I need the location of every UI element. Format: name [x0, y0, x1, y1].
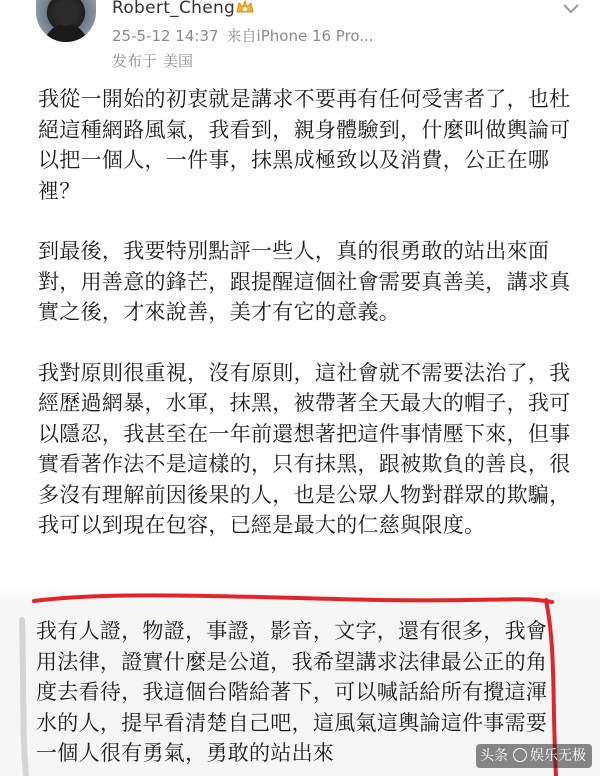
post-source: 来自iPhone 16 Pro... — [226, 27, 374, 45]
watermark-account: 娱乐无极 — [530, 748, 586, 764]
post-paragraph: 到最後，我要特別點評一些人，真的很勇敢的站出來面對，用善意的鋒芒，跟提醒這個社會需要真善美，講求真實之後，才來說善，美才有它的意義。 — [38, 239, 571, 324]
location-prefix: 发布于 — [112, 52, 158, 70]
post-paragraph: 我從一開始的初衷就是講求不要再有任何受害者了，也杜絕這種網路風氣，我看到，親身體驗到，什麼叫做輿論可以把一個人，一件事，抹黑成極致以及消費，公正在哪裡？ — [38, 87, 571, 203]
post-location — [112, 50, 193, 71]
watermark-platform: 头条 — [480, 748, 508, 764]
post-header — [0, 0, 600, 78]
at-icon — [513, 748, 527, 762]
location-value: 美国 — [163, 52, 194, 70]
username[interactable]: Robert_Cheng — [112, 0, 236, 18]
post-meta — [112, 25, 374, 46]
highlighted-paragraph: 我有人證，物證，事證，影音，文字，還有很多，我會用法律，證實什麼是公道，我希望講求法律最公正的角度去看待，我這個台階給著下，可以喊話給所有攪這渾水的人，提早看清楚自己吧，這風氣這輿論這件事需要一個人很有勇氣，勇敢的站出來 — [36, 619, 548, 765]
watermark — [476, 744, 592, 768]
post-body — [38, 84, 578, 571]
post-timestamp: 25-5-12 14:37 — [112, 27, 219, 45]
crown-badge-icon — [236, 0, 254, 14]
post-paragraph: 我對原則很重視，沒有原則，這社會就不需要法治了，我經歷過網暴，水軍，抹黑，被帶著全天最大的帽子，我可以隱忍，我甚至在一年前還想著把這件事情壓下來，但事實看著作法不是這樣的，只有抹黑，跟被欺負的善良，很多沒有理解前因後果的人，也是公眾人物對群眾的欺騙，我可以到現在包容，已經是最大的仁慈與限度。 — [38, 360, 571, 537]
chevron-down-icon[interactable] — [562, 2, 580, 16]
avatar[interactable] — [36, 0, 96, 42]
